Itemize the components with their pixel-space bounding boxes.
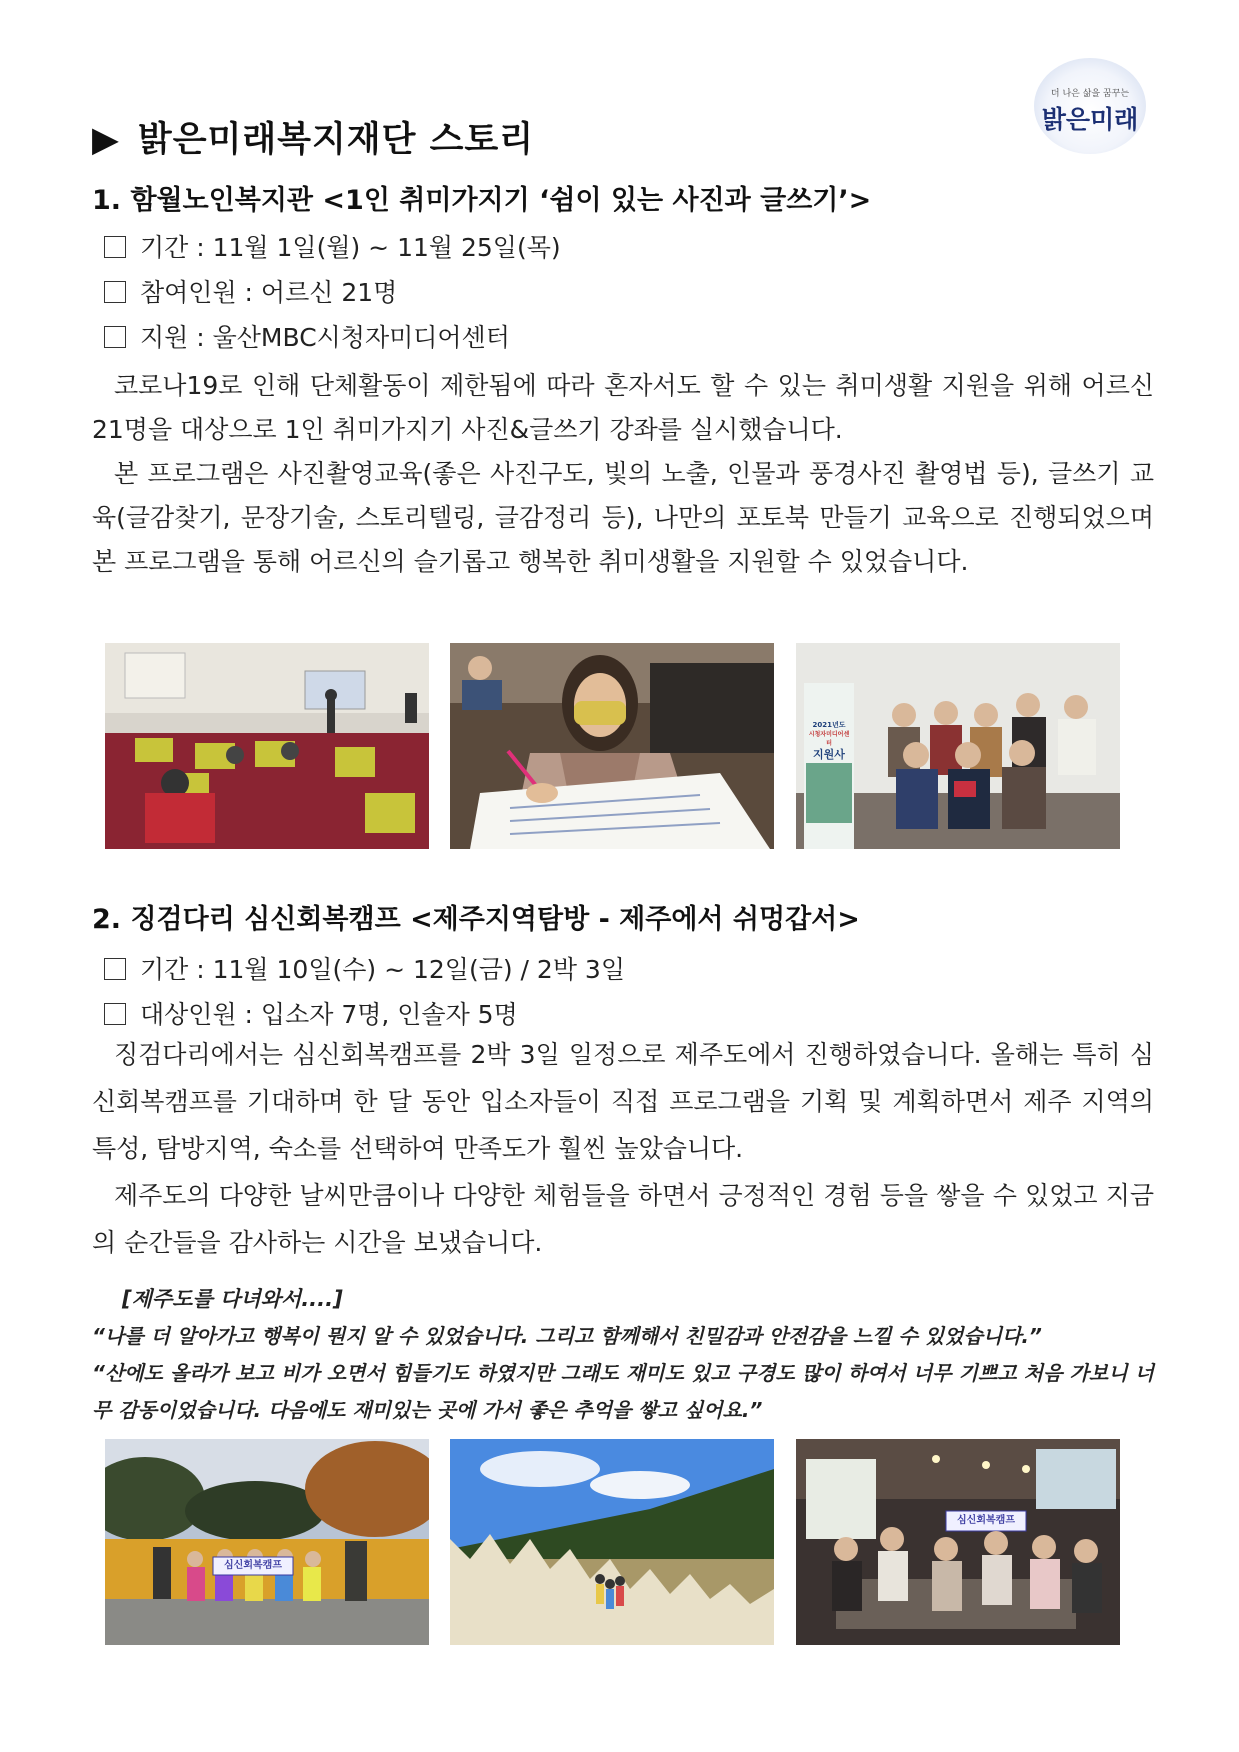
logo-tagline: 더 나은 삶을 꿈꾸는 [1050, 89, 1130, 99]
checkbox-square-icon [104, 1003, 126, 1025]
section2-period [104, 950, 625, 986]
quote-1: “나를 더 알아가고 행복이 뭔지 알 수 있었습니다. 그리고 함께해서 친밀감과 안전감을 느낄 수 있었습니다.” [92, 1324, 1042, 1348]
section2-period-text: 기간 : 11월 10일(수) ~ 12일(금) / 2박 3일 [140, 955, 625, 984]
checkbox-square-icon [104, 326, 126, 348]
photo-writing-senior [450, 643, 774, 849]
section2-title: 2. 징검다리 심신회복캠프 <제주지역탐방 - 제주에서 쉬멍갑서> [92, 904, 860, 935]
section2-participants [104, 995, 518, 1031]
page-title-text: 밝은미래복지재단 스토리 [137, 120, 535, 160]
photo-banner-support: 지원사 [813, 748, 845, 761]
section1-participants [104, 273, 397, 309]
section1-title: 1. 함월노인복지관 <1인 취미가지기 ‘쉼이 있는 사진과 글쓰기’> [92, 185, 872, 216]
section1-support-text: 지원 : 울산MBC시청자미디어센터 [140, 323, 510, 352]
section1-period [104, 228, 561, 264]
triangle-marker-icon: ▶ [92, 120, 120, 160]
section1-body [92, 364, 1154, 584]
photo-banner-center: 시청자미디어센터 [808, 731, 850, 747]
section1-paragraph2: 본 프로그램은 사진촬영교육(좋은 사진구도, 빛의 노출, 인물과 풍경사진 촬영법 등), 글쓰기 교육(글감찾기, 문장기술, 스토리텔링, 글감정리 등), 나만의 포토북 만들기 교육으로 진행되었으며 본 프로그램을 통해 어르신의 슬기롭고 행복한 취미생활을 지원할 수 있었습니다. [92, 459, 1154, 576]
quote-header: [제주도를 다녀와서....] [122, 1287, 343, 1311]
section1-period-text: 기간 : 11월 1일(월) ~ 11월 25일(목) [140, 233, 561, 262]
section2-paragraph1: 징검다리에서는 심신회복캠프를 2박 3일 일정으로 제주도에서 진행하였습니다. 올해는 특히 심신회복캠프를 기대하며 한 달 동안 입소자들이 직접 프로그램을 기획 및 계획하면서 제주 지역의 특성, 탐방지역, 숙소를 선택하여 만족도가 훨씬 높았습니다. [92, 1040, 1154, 1163]
section2-participants-text: 대상인원 : 입소자 7명, 인솔자 5명 [140, 1000, 518, 1029]
section1-paragraph1: 코로나19로 인해 단체활동이 제한됨에 따라 혼자서도 할 수 있는 취미생활 지원을 위해 어르신 21명을 대상으로 1인 취미가지기 사진&글쓰기 강좌를 실시했습니다. [92, 371, 1154, 444]
photo-lecture-room [105, 643, 429, 849]
photo-group-portrait [796, 643, 1120, 849]
photo-banner-year: 2021년도 [812, 721, 846, 729]
camp-banner-1: 심신회복캠프 [224, 1560, 282, 1571]
photo-jeju-park-group [105, 1439, 429, 1645]
section1-support [104, 318, 510, 354]
participant-quotes [92, 1318, 1154, 1429]
checkbox-square-icon [104, 958, 126, 980]
photo-banner-text [807, 721, 851, 762]
photo-cafe-gathering [796, 1439, 1120, 1645]
section2-paragraph2: 제주도의 다양한 날씨만큼이나 다양한 체험들을 하면서 긍정적인 경험 등을 쌓을 수 있었고 지금의 순간들을 감사하는 시간을 보냈습니다. [92, 1181, 1154, 1257]
checkbox-square-icon [104, 236, 126, 258]
photo-silver-grass-hike [450, 1439, 774, 1645]
quote-2: “산에도 올라가 보고 비가 오면서 힘들기도 하였지만 그래도 재미도 있고 구경도 많이 하여서 너무 기쁘고 처음 가보니 너무 감동이었습니다. 다음에도 재미있는 곳에 가서 좋은 추억을 쌓고 싶어요.” [92, 1361, 1154, 1422]
section2-body [92, 1031, 1154, 1266]
organization-logo [1034, 58, 1146, 154]
camp-banner-2: 심신회복캠프 [957, 1515, 1015, 1526]
page-title [92, 112, 534, 162]
section1-participants-text: 참여인원 : 어르신 21명 [140, 278, 398, 307]
logo-name: 밝은미래 [1041, 105, 1139, 134]
checkbox-square-icon [104, 281, 126, 303]
